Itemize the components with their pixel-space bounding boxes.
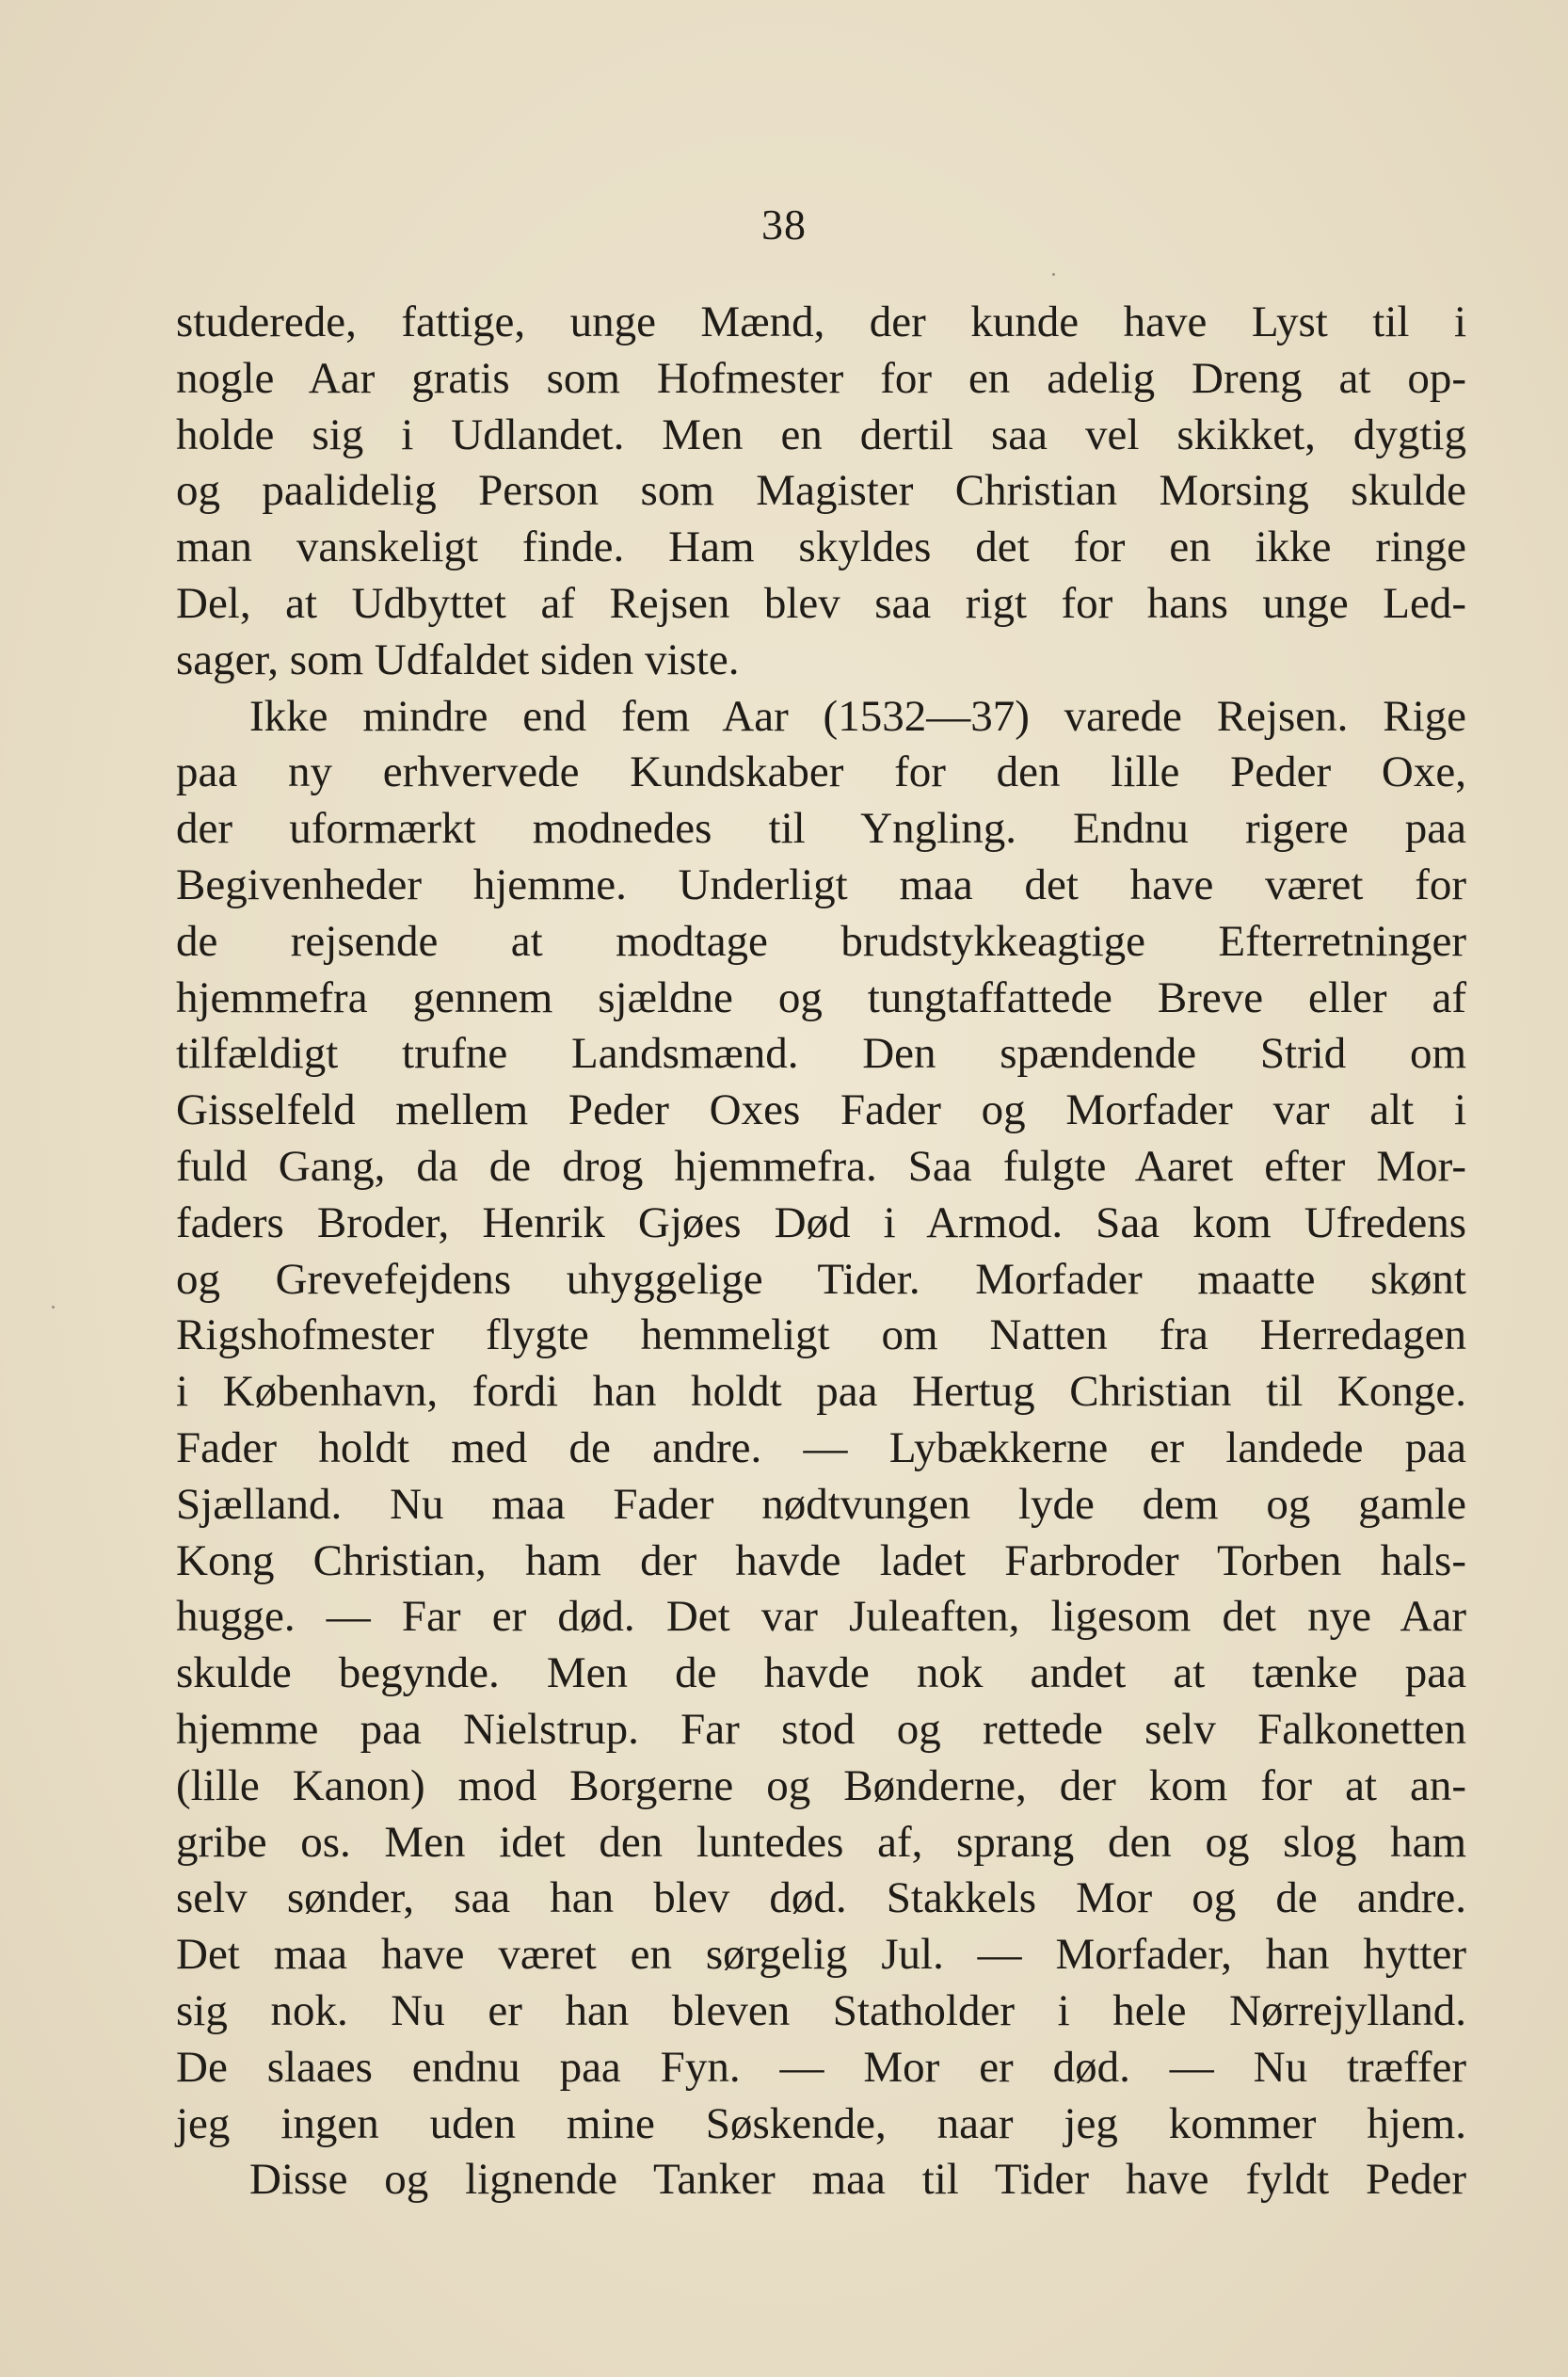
text-line: sig nok. Nu er han bleven Statholder i hele Nørrejylland.	[176, 1985, 1466, 2035]
text-line: studerede, fattige, unge Mænd, der kunde have Lyst til i	[176, 297, 1466, 346]
text-line: i København, fordi han holdt paa Hertug Christian til Konge.	[176, 1367, 1466, 1417]
text-line: Sjælland. Nu maa Fader nødtvungen lyde dem og gamle	[176, 1479, 1466, 1529]
text-line: Begivenheder hjemme. Underligt maa det have været for	[176, 859, 1466, 909]
text-line: Gisselfeld mellem Peder Oxes Fader og Morfader var alt i	[176, 1085, 1466, 1135]
text-line: Rigshofmester flygte hemmeligt om Natten fra Herredagen	[176, 1310, 1466, 1360]
text-line: fuld Gang, da de drog hjemmefra. Saa fulgte Aaret efter Mor-	[176, 1141, 1466, 1191]
text-line: og Grevefejdens uhyggelige Tider. Morfader maatte skønt	[176, 1254, 1466, 1304]
text-line: der uformærkt modnedes til Yngling. Endnu rigere paa	[176, 804, 1466, 854]
text-line: (lille Kanon) mod Borgerne og Bønderne, der kom for at an-	[176, 1760, 1466, 1810]
text-line: Ikke mindre end fem Aar (1532—37) varede Rejsen. Rige	[249, 691, 1466, 741]
text-line: faders Broder, Henrik Gjøes Død i Armod. Saa kom Ufredens	[176, 1197, 1466, 1247]
text-line: de rejsende at modtage brudstykkeagtige Efterretninger	[176, 916, 1466, 966]
paper-speck	[52, 1306, 55, 1309]
text-line: Det maa have været en sørgelig Jul. — Morfader, han hytter	[176, 1930, 1466, 1980]
body-text	[176, 295, 1466, 2208]
text-line: Del, at Udbyttet af Rejsen blev saa rigt for hans unge Led-	[176, 578, 1466, 628]
text-line: man vanskeligt finde. Ham skyldes det for en ikke ringe	[176, 522, 1466, 572]
text-line: gribe os. Men idet den luntedes af, sprang den og slog ham	[176, 1817, 1466, 1867]
text-line: hugge. — Far er død. Det var Juleaften, ligesom det nye Aar	[176, 1592, 1466, 1642]
text-line: skulde begynde. Men de havde nok andet at tænke paa	[176, 1648, 1466, 1698]
text-line: og paalidelig Person som Magister Christian Morsing skulde	[176, 466, 1466, 516]
text-line: Fader holdt med de andre. — Lybækkerne er landede paa	[176, 1422, 1466, 1472]
text-line: paa ny erhvervede Kundskaber for den lille Peder Oxe,	[176, 747, 1466, 797]
text-line: sager, som Udfaldet siden viste.	[176, 634, 740, 684]
paper-speck	[1052, 273, 1055, 276]
text-line: hjemme paa Nielstrup. Far stod og rettede selv Falkonetten	[176, 1704, 1466, 1754]
text-line: tilfældigt trufne Landsmænd. Den spændende Strid om	[176, 1029, 1466, 1079]
text-line: nogle Aar gratis som Hofmester for en adelig Dreng at op-	[176, 353, 1466, 403]
text-line: Kong Christian, ham der havde ladet Farbroder Torben hals-	[176, 1535, 1466, 1585]
page-number: 38	[761, 201, 807, 249]
text-line: holde sig i Udlandet. Men en dertil saa vel skikket, dygtig	[176, 410, 1466, 459]
text-line: jeg ingen uden mine Søskende, naar jeg kommer hjem.	[176, 2098, 1466, 2148]
text-line: De slaaes endnu paa Fyn. — Mor er død. — Nu træffer	[176, 2042, 1466, 2092]
text-line: Disse og lignende Tanker maa til Tider have fyldt Peder	[249, 2155, 1466, 2205]
text-line: selv sønder, saa han blev død. Stakkels Mor og de andre.	[176, 1873, 1466, 1923]
text-line: hjemmefra gennem sjældne og tungtaffattede Breve eller af	[176, 972, 1466, 1022]
